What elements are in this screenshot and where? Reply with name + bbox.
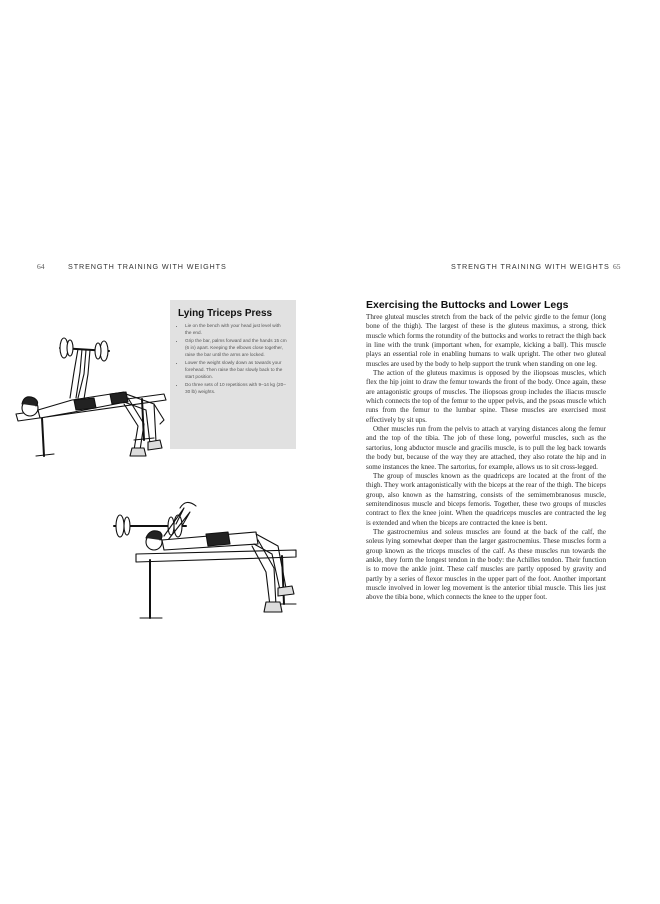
triceps-press-lowered-illustration bbox=[106, 484, 306, 634]
article-title: Exercising the Buttocks and Lower Legs bbox=[366, 299, 569, 311]
right-running-title: STRENGTH TRAINING WITH WEIGHTS bbox=[451, 262, 610, 271]
triceps-press-extended-illustration bbox=[14, 332, 174, 502]
instruction-step: • Grip the bar, palms forward and the hands 15 cm (6 in) apart. Keeping the elbows close together, raise the bar until the arms are locked. bbox=[185, 337, 288, 358]
sidebar-title: Lying Triceps Press bbox=[178, 308, 273, 319]
instruction-step: • Lower the weight slowly down as towards your forehead. Then raise the bar slowly back to the start position. bbox=[185, 359, 288, 380]
article-paragraph: The action of the gluteus maximus is opposed by the iliopsoas muscles, which flex the hip joint to draw the femur towards the front of the body. Once again, these are antagonistic groups of muscles. The iliopsoas group includes the iliacus muscle which connects the top of the femur to the upper pelvis, and the psoas muscle which runs from the femur to the lumbar spine. These muscles are exercised most effectively by sit ups. bbox=[366, 369, 606, 424]
article-paragraph: Three gluteal muscles stretch from the back of the pelvic girdle to the femur (long bone of the thigh). The largest of these is the gluteus maximus, a strong, thick muscle which forms the rotundity of the buttocks and works to retract the thigh back in line with the trunk (important when, for example, kicking a ball). This muscle plays an essential role in enabling humans to walk upright. The other two gluteal muscles are used by the body to help support the trunk when standing on one leg. bbox=[366, 313, 606, 368]
article-paragraph: Other muscles run from the pelvis to attach at varying distances along the femur and the top of the tibia. The job of these long, powerful muscles, such as the sartorius, long abductor muscle and gracilis muscle, is to pull the leg back towards the body but, because of the way they are attached, they also rotate the hip and in some instances the knee. The sartorius, for example, allows us to sit cross-legged. bbox=[366, 425, 606, 471]
exercise-instructions-box bbox=[170, 300, 296, 449]
instruction-list bbox=[178, 322, 288, 395]
instruction-step: • Lie on the bench with your head just level with the end. bbox=[185, 322, 288, 336]
article-paragraph: The group of muscles known as the quadriceps are located at the front of the thigh. They work antagonistically with the biceps at the rear of the thigh. The biceps group, also known as the hamstring, consists of the semimembranosus muscle, semitendinosus muscle and biceps femoris. Together, these two groups of muscles contract to flex the knee joint. When the quadriceps muscles are contracted the leg is extended and when the biceps are contracted the knee is bent. bbox=[366, 471, 606, 527]
instruction-step: • Do three sets of 10 repetitions with 9–14 kg (20–30 lb) weights. bbox=[185, 381, 288, 395]
right-page-number: 65 bbox=[613, 262, 621, 271]
left-page-number: 64 bbox=[37, 262, 45, 271]
article-paragraph: The gastrocnemius and soleus muscles are found at the back of the calf, the soleus lying somewhat deeper than the larger gastrocnemius. These muscles form a group known as the triceps muscles of the calf. As these muscles run towards the ankle, they form the longest tendon in the body: the Achilles tendon. Their function is to move the ankle joint. These calf muscles are partly opposed by gravity and partly by a series of flexor muscles in the upper part of the foot. Another important muscle involved in lower leg movement is the anterior tibial muscle. This lies just above the tibia bone, which connects the knee to the upper foot. bbox=[366, 527, 606, 602]
article bbox=[366, 299, 606, 603]
left-running-title: STRENGTH TRAINING WITH WEIGHTS bbox=[68, 262, 227, 271]
